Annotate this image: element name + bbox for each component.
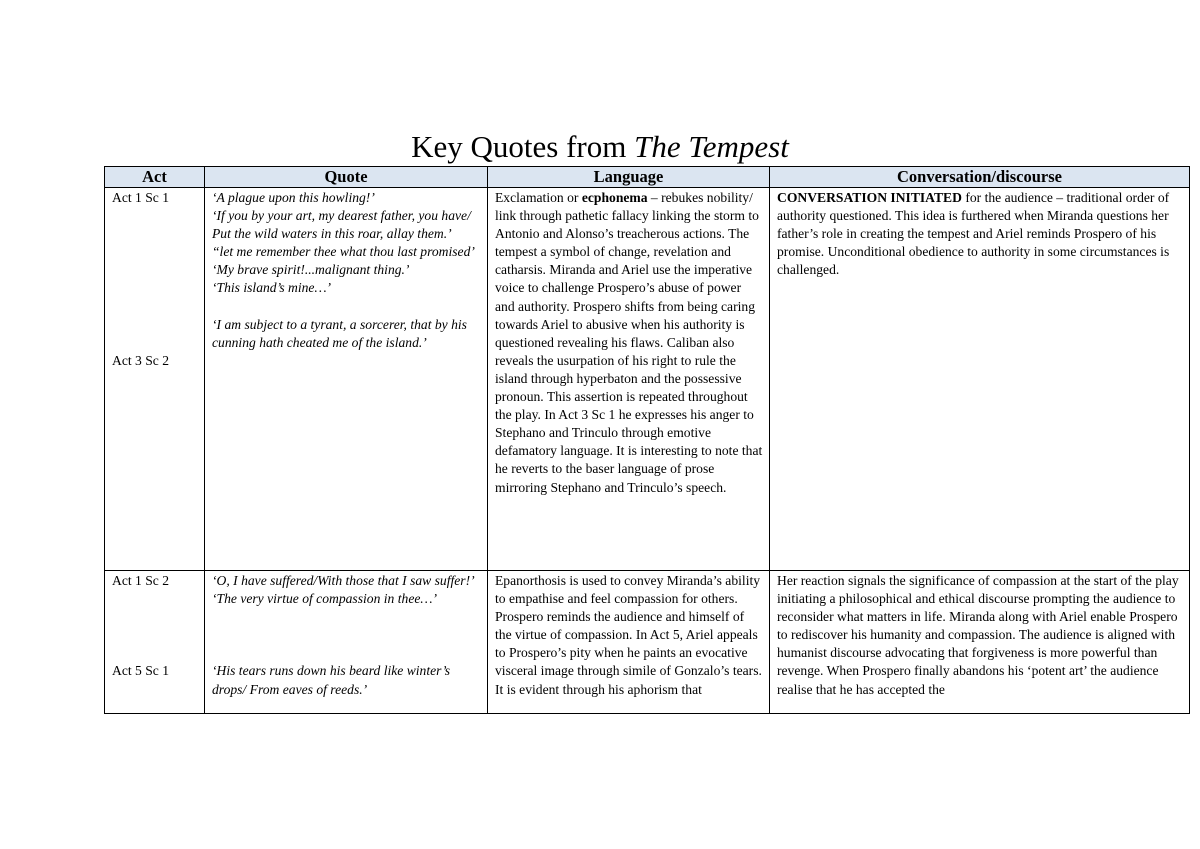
quote-line: ‘His tears runs down his beard like winter’s drops/ From eaves of reeds.’ (212, 663, 451, 697)
quote-line: ‘This island’s mine…’ (212, 280, 332, 296)
quote-cell (205, 188, 488, 571)
table-header-row (105, 167, 1190, 188)
header-language: Language (488, 167, 770, 188)
conversation-cell: Her reaction signals the significance of compassion at the start of the play initiating a philosophical and ethical discourse prompting the audience to reconsider what matters in life. Miranda along with Ariel enable Prospero to rediscover his humanity and compassion. The audience is aligned with humanist discourse advocating that forgiveness is more powerful than revenge. When Prospero finally abandons his ‘potent art’ the audience realise that he has accepted the (770, 571, 1190, 714)
quote-line: ‘The very virtue of compassion in thee…’ (212, 591, 438, 607)
act-label: Act 1 Sc 1 (112, 190, 170, 205)
conversation-heading: CONVERSATION INITIATED (777, 190, 962, 205)
language-text: – rebukes nobility/ link through pathetic fallacy linking the storm to Antonio and Alonso’s treacherous actions. The tempest a symbol of change, revelation and catharsis. Miranda and Ariel use the imperative voice to challenge Prospero’s abuse of power and authority. Prospero shifts from being caring towards Ariel to abusive when his authority is questioned revealing his flaws. Caliban also reveals the usurpation of his right to rule the island through hyperbaton and the possessive pronoun. This assertion is repeated throughout the play. In Act 3 Sc 1 he expresses his anger to Stephano and Trinculo through emotive defamatory language. It is interesting to note that he reverts to the baser language of prose mirroring Stephano and Trinculo’s speech. (495, 190, 763, 495)
language-cell (488, 188, 770, 571)
header-quote: Quote (205, 167, 488, 188)
quote-line: ‘If you by your art, my dearest father, you have/ Put the wild waters in this roar, allay them.’ (212, 208, 471, 242)
quote-line: “let me remember thee what thou last promised’ (212, 244, 475, 260)
quote-cell (205, 571, 488, 714)
title-text: Key Quotes from (411, 129, 635, 164)
quote-line: ‘I am subject to a tyrant, a sorcerer, that by his cunning hath cheated me of the island.’ (212, 316, 467, 350)
language-text: Exclamation or (495, 190, 582, 205)
language-term: ecphonema (581, 190, 648, 205)
table-row (105, 188, 1190, 571)
header-conversation: Conversation/discourse (770, 167, 1190, 188)
act-label: Act 3 Sc 2 (112, 352, 170, 368)
language-cell: Epanorthosis is used to convey Miranda’s ability to empathise and feel compassion for others. Prospero reminds the audience and himself of the virtue of compassion. In Act 5, Ariel appeals to Prospero’s pity when he paints an evocative visceral image through simile of Gonzalo’s tears. It is evident through his aphorism that (488, 571, 770, 714)
title-play-name: The Tempest (634, 129, 789, 164)
table-row (105, 571, 1190, 714)
conversation-cell (770, 188, 1190, 571)
act-label: Act 1 Sc 2 (112, 573, 170, 588)
quote-line: ‘O, I have suffered/With those that I saw suffer!’ (212, 573, 475, 588)
act-cell (105, 571, 205, 714)
quote-line: ‘A plague upon this howling!’ (212, 190, 375, 205)
act-cell (105, 188, 205, 571)
quotes-table (104, 166, 1190, 714)
header-act: Act (105, 167, 205, 188)
page-title (0, 128, 1200, 166)
conversation-text: for the audience – traditional order of authority questioned. This idea is furthered when Miranda questions her father’s role in creating the tempest and Ariel reminds Prospero of his promise. Unconditional obedience to authority in some circumstances is challenged. (777, 190, 1170, 278)
act-label: Act 5 Sc 1 (112, 663, 170, 679)
quote-line: ‘My brave spirit!...malignant thing.’ (212, 262, 410, 278)
